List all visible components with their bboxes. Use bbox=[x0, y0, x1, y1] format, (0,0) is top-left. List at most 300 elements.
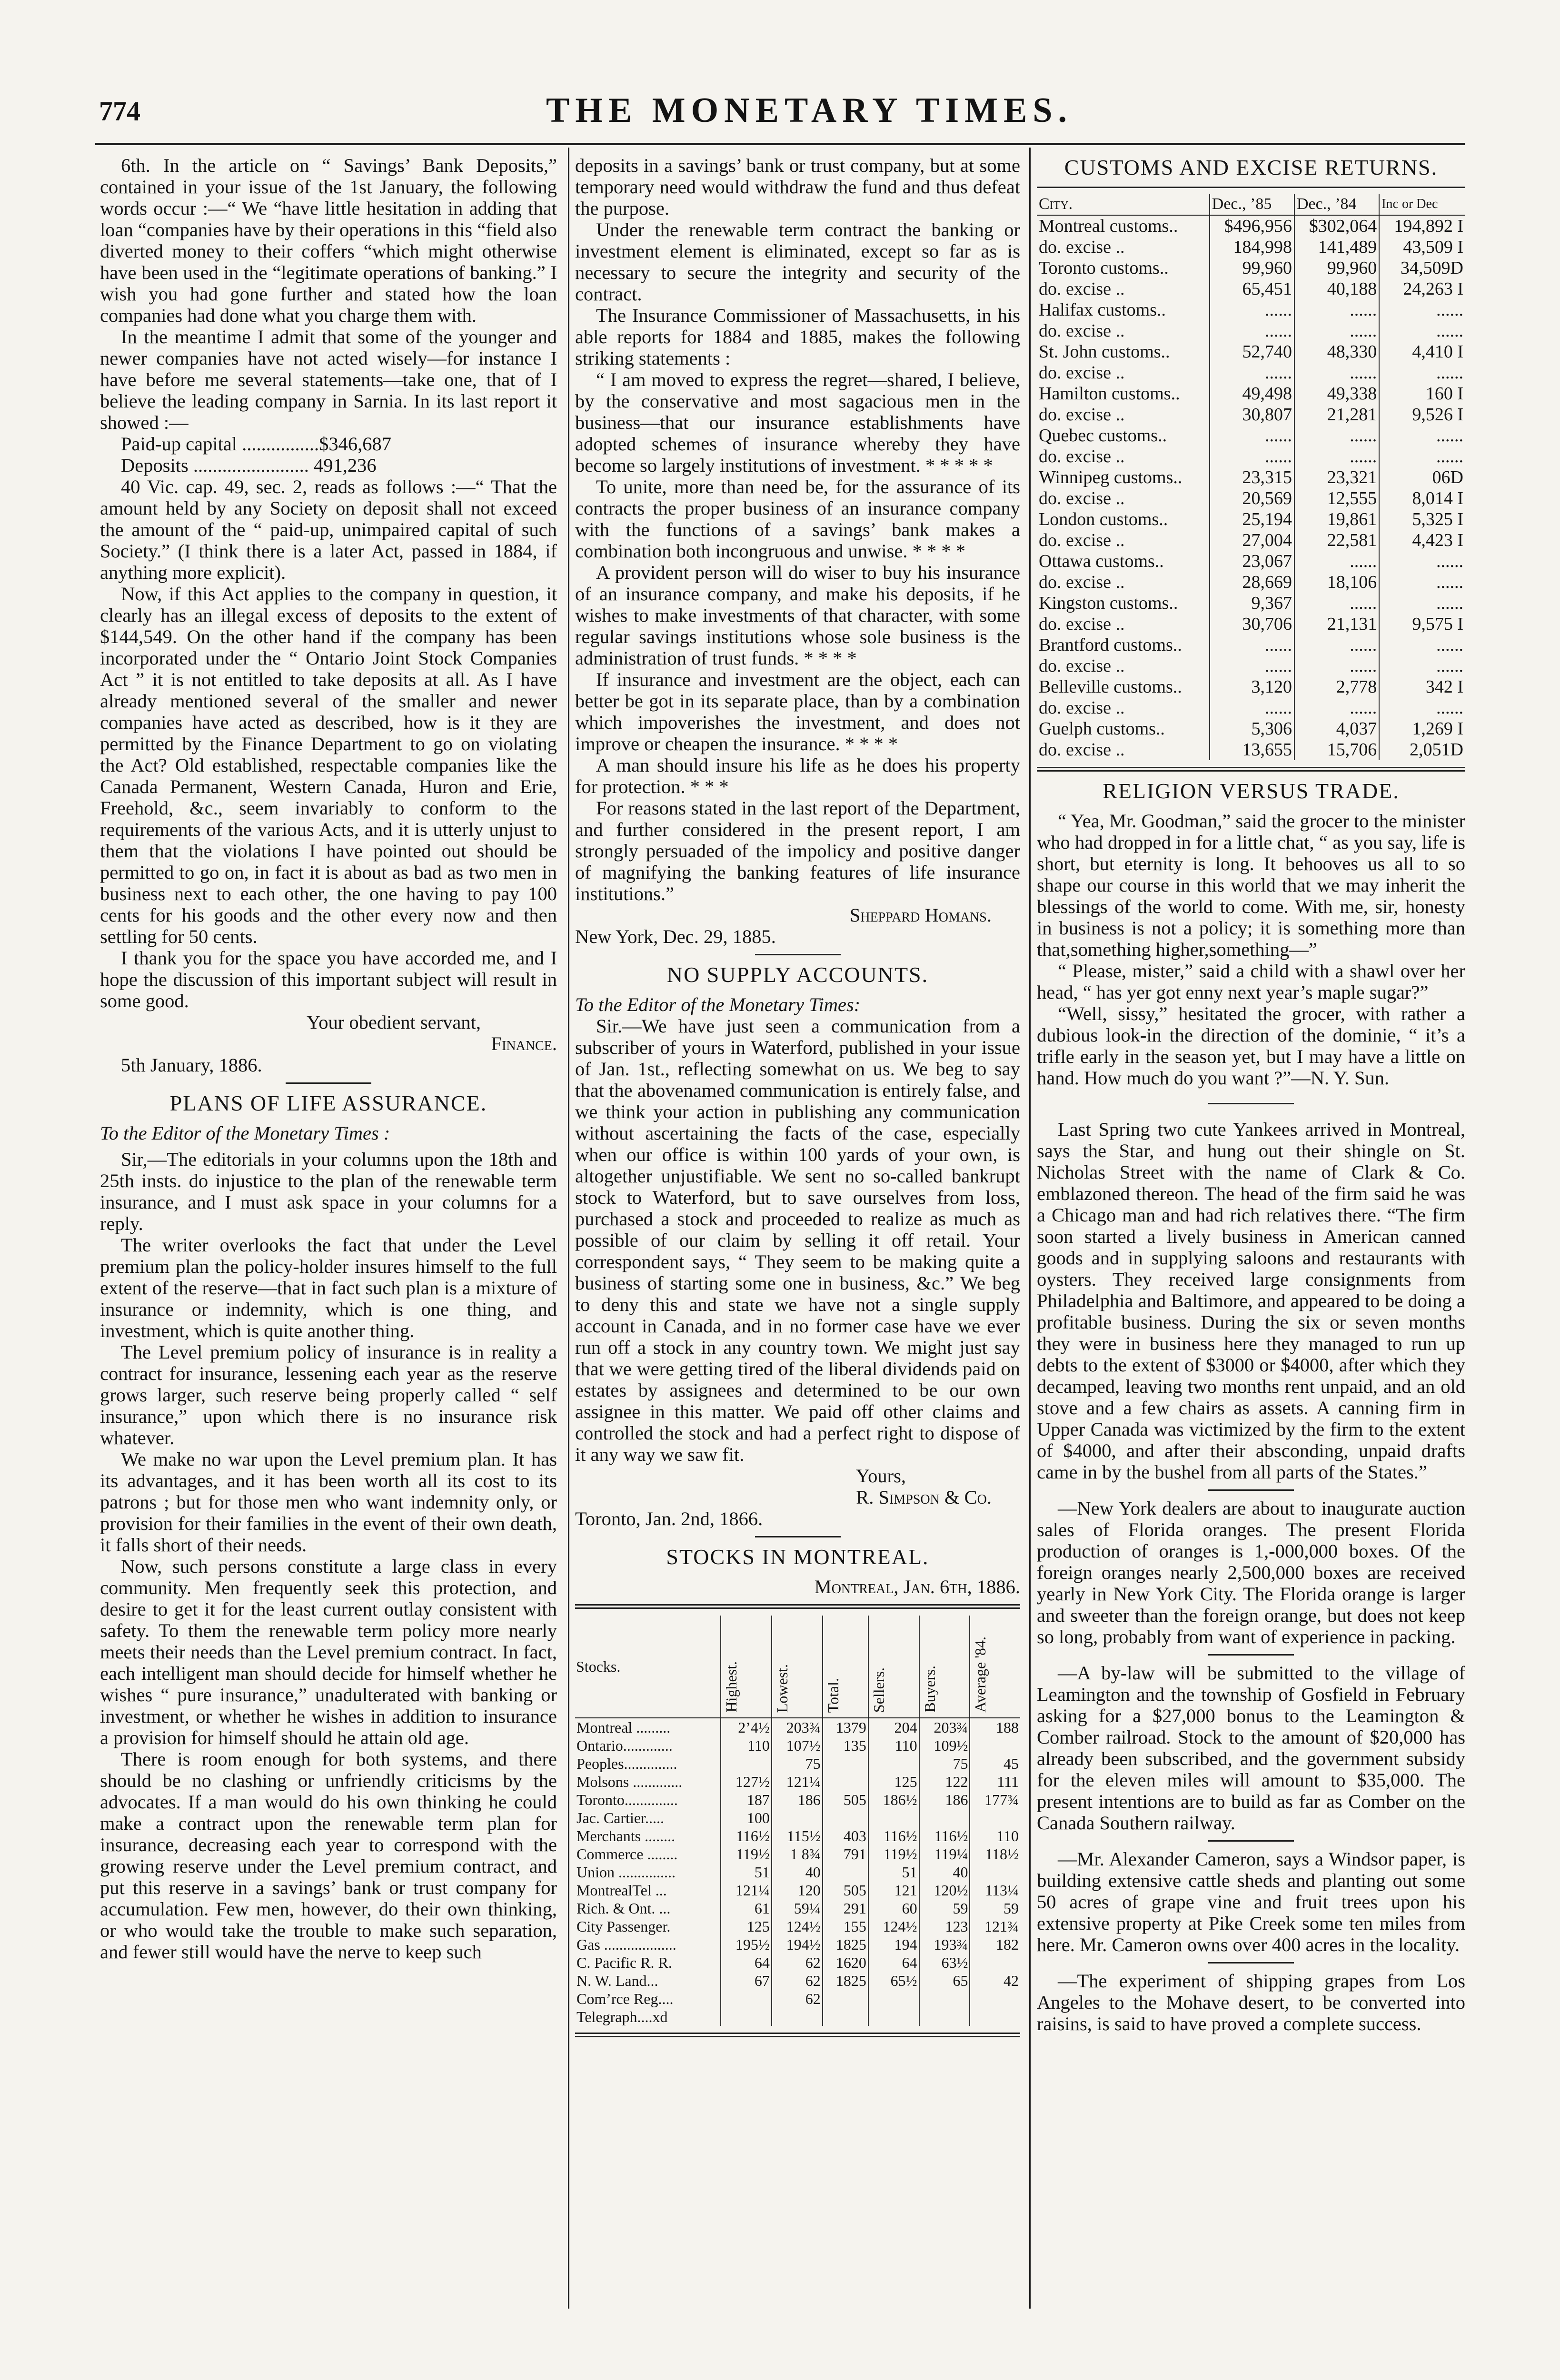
stocks-row bbox=[575, 1972, 1020, 1990]
stocks-header-cell bbox=[772, 1616, 823, 1718]
customs-value-cell: 23,315 bbox=[1210, 467, 1294, 488]
customs-row bbox=[1037, 697, 1465, 718]
editor-salutation: To the Editor of the Monetary Times : bbox=[100, 1122, 390, 1144]
customs-value-cell: ...... bbox=[1379, 551, 1465, 572]
stock-value-cell: 59¼ bbox=[772, 1899, 823, 1917]
stock-value-cell: 51 bbox=[721, 1863, 772, 1881]
stocks-row bbox=[575, 1881, 1020, 1899]
customs-row bbox=[1037, 614, 1465, 635]
finance-letter-paragraph: I thank you for the space you have accorded me, and I hope the discussion of this important subject will result in some good. bbox=[100, 947, 557, 1012]
customs-value-cell: 5,306 bbox=[1210, 718, 1294, 739]
stock-value-cell: 45 bbox=[970, 1755, 1020, 1773]
customs-city-cell: Quebec customs.. bbox=[1039, 426, 1167, 446]
customs-city-cell: do. excise .. bbox=[1039, 279, 1125, 299]
stock-value-cell bbox=[970, 1809, 1020, 1827]
section-rule bbox=[1208, 1489, 1294, 1491]
customs-table-body bbox=[1037, 215, 1465, 760]
customs-value-cell: 9,526 I bbox=[1379, 404, 1465, 425]
table-rule bbox=[1037, 187, 1465, 188]
customs-value-cell: 4,423 I bbox=[1379, 530, 1465, 551]
customs-value-cell: 65,451 bbox=[1210, 278, 1294, 299]
column-divider-2 bbox=[1029, 148, 1031, 2309]
stock-name-cell: N. W. Land... bbox=[576, 1972, 658, 1989]
quote-paragraph: A man should insure his life as he does his property for protection. * * * bbox=[575, 754, 1020, 797]
customs-value-cell: 1,269 I bbox=[1379, 718, 1465, 739]
stock-value-cell: 182 bbox=[970, 1935, 1020, 1954]
customs-row bbox=[1037, 676, 1465, 697]
stock-value-cell: 186 bbox=[919, 1791, 970, 1809]
assurance-paragraph: The Insurance Commissioner of Massachusetts, in his able reports for 1884 and 1885, makes the following striking statements : bbox=[575, 305, 1020, 369]
customs-city-cell: Kingston customs.. bbox=[1039, 593, 1178, 613]
stock-value-cell bbox=[823, 1755, 868, 1773]
stocks-row bbox=[575, 1773, 1020, 1791]
stocks-header-cell bbox=[823, 1616, 868, 1718]
stock-value-cell: 135 bbox=[823, 1736, 868, 1755]
stock-value-cell: 64 bbox=[868, 1954, 919, 1972]
stock-value-cell: 193¾ bbox=[919, 1935, 970, 1954]
stock-value-cell: 109½ bbox=[919, 1736, 970, 1755]
stock-value-cell: 121¾ bbox=[970, 1917, 1020, 1935]
customs-value-cell: ...... bbox=[1294, 320, 1379, 341]
stocks-header-label: Highest. bbox=[723, 1661, 740, 1713]
paid-up-capital-line: Paid-up capital ................$346,687 bbox=[121, 433, 392, 455]
stock-name-cell: C. Pacific R. R. bbox=[576, 1954, 672, 1971]
stock-value-cell: 177¾ bbox=[970, 1791, 1020, 1809]
customs-value-cell: ...... bbox=[1379, 655, 1465, 676]
stock-value-cell bbox=[823, 1863, 868, 1881]
customs-value-cell: ...... bbox=[1294, 593, 1379, 614]
stock-value-cell: 2’4½ bbox=[721, 1718, 772, 1736]
stocks-header-cell bbox=[575, 1616, 721, 1718]
customs-city-cell: do. excise .. bbox=[1039, 363, 1125, 383]
stock-value-cell: 119¼ bbox=[919, 1845, 970, 1863]
stocks-header-label: Total. bbox=[824, 1677, 842, 1713]
section-heading: PLANS OF LIFE ASSURANCE. bbox=[169, 1091, 487, 1115]
stocks-header-label: Sellers. bbox=[870, 1667, 887, 1713]
customs-value-cell: ...... bbox=[1379, 593, 1465, 614]
stock-value-cell: 194 bbox=[868, 1935, 919, 1954]
stock-value-cell: 121 bbox=[868, 1881, 919, 1899]
customs-value-cell: 12,555 bbox=[1294, 488, 1379, 509]
stock-value-cell bbox=[970, 1954, 1020, 1972]
stock-value-cell: 124½ bbox=[772, 1917, 823, 1935]
stock-value-cell: 121¼ bbox=[772, 1773, 823, 1791]
stocks-header-label: Stocks. bbox=[576, 1658, 621, 1675]
customs-value-cell: 184,998 bbox=[1210, 237, 1294, 258]
stocks-date: Montreal, Jan. 6th, 1886. bbox=[814, 1576, 1020, 1597]
stock-value-cell bbox=[721, 1990, 772, 2008]
customs-value-cell: 99,960 bbox=[1294, 258, 1379, 278]
stocks-header-cell bbox=[919, 1616, 970, 1718]
stock-value-cell: 113¼ bbox=[970, 1881, 1020, 1899]
stock-value-cell: 186½ bbox=[868, 1791, 919, 1809]
signature: Sheppard Homans. bbox=[849, 904, 992, 926]
customs-row bbox=[1037, 425, 1465, 446]
stock-value-cell: 187 bbox=[721, 1791, 772, 1809]
customs-city-cell: Belleville customs.. bbox=[1039, 677, 1182, 697]
customs-value-cell: ...... bbox=[1210, 299, 1294, 320]
stock-name-cell: Gas ................... bbox=[576, 1936, 676, 1953]
stock-value-cell bbox=[772, 2008, 823, 2026]
deposits-line: Deposits ........................ 491,236 bbox=[121, 455, 377, 476]
assurance-paragraph: We make no war upon the Level premium plan. It has its advantages, and it has been worth all its cost to its patrons ; but for those men who want indemnity only, or provision for their families in the event of their own death, it falls short of their needs. bbox=[100, 1448, 557, 1556]
customs-value-cell: 25,194 bbox=[1210, 509, 1294, 530]
stock-name-cell: Commerce ........ bbox=[576, 1845, 678, 1863]
column-3 bbox=[1037, 155, 1465, 2034]
customs-row bbox=[1037, 467, 1465, 488]
stocks-row bbox=[575, 1954, 1020, 1972]
customs-city-cell: do. excise .. bbox=[1039, 698, 1125, 718]
stock-value-cell: 111 bbox=[970, 1773, 1020, 1791]
masthead-title: THE MONETARY TIMES. bbox=[546, 91, 1073, 130]
table-rule bbox=[575, 2033, 1020, 2037]
stocks-row bbox=[575, 1990, 1020, 2008]
customs-value-cell: 9,367 bbox=[1210, 593, 1294, 614]
stocks-table bbox=[575, 1616, 1020, 2026]
section-rule bbox=[1208, 1962, 1294, 1964]
news-item: —New York dealers are about to inaugurate auction sales of Florida oranges. The present Florida production of oranges is 1,-000,000 boxes. Of the foreign oranges nearly 2,500,000 boxes are received yearly in New York City. The Florida orange is larger and sweeter than the foreign orange, but does not keep so long, probably from want of experience in packing. bbox=[1037, 1497, 1465, 1647]
customs-value-cell: 52,740 bbox=[1210, 341, 1294, 362]
customs-value-cell: 30,706 bbox=[1210, 614, 1294, 635]
customs-value-cell: ...... bbox=[1294, 299, 1379, 320]
section-rule bbox=[1208, 1840, 1294, 1842]
stock-value-cell bbox=[868, 1990, 919, 2008]
stock-value-cell: 505 bbox=[823, 1881, 868, 1899]
section-heading: NO SUPPLY ACCOUNTS. bbox=[666, 962, 929, 987]
stock-name-cell: Peoples.............. bbox=[576, 1755, 677, 1772]
stock-value-cell bbox=[970, 1863, 1020, 1881]
column-1 bbox=[100, 155, 557, 1963]
stocks-row bbox=[575, 1845, 1020, 1863]
stock-value-cell: 119½ bbox=[721, 1845, 772, 1863]
finance-letter-paragraph: In the meantime I admit that some of the younger and newer companies have not acted wisely—for instance I have before me several statements—take one, that of I believe the leading company in Sarnia. In its last report it showed :— bbox=[100, 326, 557, 433]
stock-value-cell: 195½ bbox=[721, 1935, 772, 1954]
customs-row bbox=[1037, 341, 1465, 362]
stock-value-cell: 42 bbox=[970, 1972, 1020, 1990]
customs-value-cell: ...... bbox=[1379, 425, 1465, 446]
customs-value-cell: 2,778 bbox=[1294, 676, 1379, 697]
stock-value-cell bbox=[868, 2008, 919, 2026]
stock-value-cell: 1 8¾ bbox=[772, 1845, 823, 1863]
stocks-row bbox=[575, 1899, 1020, 1917]
customs-value-cell: 43,509 I bbox=[1379, 237, 1465, 258]
stock-value-cell: 62 bbox=[772, 1954, 823, 1972]
section-heading: STOCKS IN MONTREAL. bbox=[666, 1545, 929, 1569]
customs-value-cell: ...... bbox=[1210, 635, 1294, 655]
customs-value-cell: 342 I bbox=[1379, 676, 1465, 697]
customs-value-cell: 141,489 bbox=[1294, 237, 1379, 258]
customs-value-cell: 194,892 I bbox=[1379, 215, 1465, 237]
customs-row bbox=[1037, 320, 1465, 341]
quote-paragraph: A provident person will do wiser to buy his insurance of an insurance company, and make his deposits, if he wishes to make investments of that character, with some regular savings institutions whose sole business is the administration of trust funds. * * * * bbox=[575, 562, 1020, 669]
finance-letter-paragraph: 40 Vic. cap. 49, sec. 2, reads as follows :—“ That the amount held by any Society on deposit shall not exceed the amount of the “ paid-up, unimpaired capital of such Society.” (I think there is a later Act, passed in 1884, if anything more explicit). bbox=[100, 476, 557, 583]
letter-date: New York, Dec. 29, 1885. bbox=[575, 926, 776, 947]
customs-city-cell: do. excise .. bbox=[1039, 740, 1125, 760]
section-rule bbox=[286, 1082, 371, 1084]
page-number: 774 bbox=[99, 96, 140, 127]
stock-value-cell: 121¼ bbox=[721, 1881, 772, 1899]
stocks-header-label: Buyers. bbox=[921, 1666, 938, 1713]
stock-value-cell bbox=[721, 1755, 772, 1773]
stock-value-cell: 67 bbox=[721, 1972, 772, 1990]
customs-value-cell: ...... bbox=[1294, 425, 1379, 446]
stock-value-cell: 204 bbox=[868, 1718, 919, 1736]
stock-value-cell: 505 bbox=[823, 1791, 868, 1809]
editor-salutation: To the Editor of the Monetary Times: bbox=[575, 994, 861, 1015]
customs-city-cell: do. excise .. bbox=[1039, 237, 1125, 257]
stock-value-cell: 110 bbox=[970, 1827, 1020, 1845]
customs-value-cell: 5,325 I bbox=[1379, 509, 1465, 530]
customs-value-cell: ...... bbox=[1379, 320, 1465, 341]
stocks-header-row bbox=[575, 1616, 1020, 1718]
stock-value-cell: 186 bbox=[772, 1791, 823, 1809]
assurance-paragraph: Now, such persons constitute a large class in every community. Men frequently seek this protection, and desire to get it for the least current outlay consistent with safety. To them the renewable term policy more nearly meets their needs than the Level premium contract. In fact, each intelligent man should decide for himself whether he wishes “ pure insurance,” unadulterated with banking or investment, or whether he wishes in addition to insurance a provision for himself should he attain old age. bbox=[100, 1556, 557, 1748]
quote-paragraph: For reasons stated in the last report of the Department, and further considered in the present report, I am strongly persuaded of the impolicy and positive danger of magnifying the banking features of life insurance institutions.” bbox=[575, 797, 1020, 904]
stock-value-cell: 155 bbox=[823, 1917, 868, 1935]
stock-value-cell bbox=[868, 1809, 919, 1827]
customs-row bbox=[1037, 362, 1465, 383]
customs-value-cell: $496,956 bbox=[1210, 215, 1294, 237]
customs-city-cell: Brantford customs.. bbox=[1039, 635, 1182, 655]
stock-value-cell: 127½ bbox=[721, 1773, 772, 1791]
customs-value-cell: 3,120 bbox=[1210, 676, 1294, 697]
customs-table bbox=[1037, 194, 1465, 760]
stock-value-cell: 403 bbox=[823, 1827, 868, 1845]
stock-name-cell: Com’rce Reg.... bbox=[576, 1990, 674, 2007]
customs-city-cell: Hamilton customs.. bbox=[1039, 384, 1180, 404]
customs-city-cell: Halifax customs.. bbox=[1039, 300, 1166, 320]
stock-value-cell: 60 bbox=[868, 1899, 919, 1917]
customs-value-cell: ...... bbox=[1294, 446, 1379, 467]
quote-paragraph: “ I am moved to express the regret—shared, I believe, by the conservative and most sagacious men in the business—that our insurance establishments have adopted schemes of insurance whereby they have become so largely institutions of investment. * * * * * bbox=[575, 369, 1020, 476]
customs-value-cell: 99,960 bbox=[1210, 258, 1294, 278]
customs-header-cell: City. bbox=[1037, 194, 1210, 215]
assurance-paragraph: The writer overlooks the fact that under the Level premium plan the policy-holder insures himself to the full extent of the reserve—that in fact such plan is a mixture of insurance or indemnity, which is one thing, and investment, which is quite another thing. bbox=[100, 1234, 557, 1341]
customs-value-cell: 23,067 bbox=[1210, 551, 1294, 572]
stocks-header-label: Lowest. bbox=[773, 1664, 791, 1713]
customs-row bbox=[1037, 383, 1465, 404]
customs-city-cell: St. John customs.. bbox=[1039, 342, 1170, 362]
section-heading: RELIGION VERSUS TRADE. bbox=[1103, 779, 1400, 803]
closing-line: Your obedient servant, bbox=[307, 1012, 481, 1033]
stock-value-cell: 194½ bbox=[772, 1935, 823, 1954]
customs-value-cell: 20,569 bbox=[1210, 488, 1294, 509]
table-rule bbox=[1037, 767, 1465, 772]
customs-value-cell: ...... bbox=[1294, 655, 1379, 676]
customs-header-cell: Inc or Dec bbox=[1379, 194, 1465, 215]
stock-value-cell: 65½ bbox=[868, 1972, 919, 1990]
stock-value-cell bbox=[970, 2008, 1020, 2026]
news-item: —A by-law will be submitted to the village of Leamington and the township of Gosfield in February asking for a $27,000 bonus to the Leamington & Comber railroad. Stock to the amount of $20,000 has already been subscribed, and the government subsidy for the eleven miles will amount to $35,000. The present intentions are to build as far as Comber on the Canada Southern railway. bbox=[1037, 1662, 1465, 1834]
column-2 bbox=[575, 155, 1020, 2044]
customs-city-cell: Toronto customs.. bbox=[1039, 258, 1169, 278]
customs-value-cell: ...... bbox=[1294, 697, 1379, 718]
customs-city-cell: Ottawa customs.. bbox=[1039, 551, 1164, 571]
customs-value-cell: 13,655 bbox=[1210, 739, 1294, 760]
customs-value-cell: 24,263 I bbox=[1379, 278, 1465, 299]
assurance-continued: deposits in a savings’ bank or trust company, but at some temporary need would withdraw the fund and thus defeat the purpose. bbox=[575, 155, 1020, 219]
customs-row bbox=[1037, 404, 1465, 425]
assurance-paragraph: Sir,—The editorials in your columns upon the 18th and 25th insts. do injustice to the plan of the renewable term insurance, and I must ask space in your columns for a reply. bbox=[100, 1149, 557, 1234]
stock-value-cell: 116½ bbox=[868, 1827, 919, 1845]
customs-city-cell: Guelph customs.. bbox=[1039, 719, 1165, 739]
stock-value-cell bbox=[919, 2008, 970, 2026]
stock-value-cell: 123 bbox=[919, 1917, 970, 1935]
stock-value-cell: 115½ bbox=[772, 1827, 823, 1845]
customs-row bbox=[1037, 572, 1465, 593]
customs-value-cell: 27,004 bbox=[1210, 530, 1294, 551]
letter-date: 5th January, 1886. bbox=[121, 1054, 262, 1076]
customs-row bbox=[1037, 551, 1465, 572]
customs-city-cell: do. excise .. bbox=[1039, 656, 1125, 676]
customs-value-cell: ...... bbox=[1210, 697, 1294, 718]
section-rule bbox=[1208, 1654, 1294, 1656]
stock-value-cell: 203¾ bbox=[919, 1718, 970, 1736]
stock-value-cell bbox=[970, 1736, 1020, 1755]
customs-city-cell: do. excise .. bbox=[1039, 530, 1125, 550]
customs-value-cell: 23,321 bbox=[1294, 467, 1379, 488]
stock-value-cell: 40 bbox=[919, 1863, 970, 1881]
stock-value-cell: 122 bbox=[919, 1773, 970, 1791]
customs-value-cell: ...... bbox=[1210, 655, 1294, 676]
stocks-row bbox=[575, 2008, 1020, 2026]
signature: Finance. bbox=[491, 1033, 557, 1054]
stock-value-cell: 63½ bbox=[919, 1954, 970, 1972]
stocks-row bbox=[575, 1917, 1020, 1935]
customs-value-cell: 34,509D bbox=[1379, 258, 1465, 278]
stock-value-cell bbox=[823, 1809, 868, 1827]
customs-city-cell: London customs.. bbox=[1039, 509, 1168, 529]
stock-value-cell: 118½ bbox=[970, 1845, 1020, 1863]
stock-value-cell: 40 bbox=[772, 1863, 823, 1881]
stocks-row bbox=[575, 1827, 1020, 1845]
customs-value-cell: 49,338 bbox=[1294, 383, 1379, 404]
customs-value-cell: ...... bbox=[1294, 362, 1379, 383]
customs-value-cell: 21,281 bbox=[1294, 404, 1379, 425]
stock-value-cell: 188 bbox=[970, 1718, 1020, 1736]
stock-value-cell: 125 bbox=[868, 1773, 919, 1791]
customs-row bbox=[1037, 237, 1465, 258]
customs-value-cell: ...... bbox=[1379, 362, 1465, 383]
customs-value-cell: 8,014 I bbox=[1379, 488, 1465, 509]
letter-date: Toronto, Jan. 2nd, 1866. bbox=[575, 1508, 763, 1529]
assurance-paragraph: There is room enough for both systems, and there should be no clashing or unfriendly criticisms by the advocates. If a man would do his own thinking he could make a contract upon the renewable term plan for insurance, decreasing each year to correspond with the growing reserve under the Level premium contract, and put this reserve in a savings’ bank or trust company for accumulation. Few men, however, do their own thinking, or who would take the trouble to make such separation, and fewer still would have the nerve to keep such bbox=[100, 1748, 557, 1963]
stock-value-cell: 116½ bbox=[919, 1827, 970, 1845]
customs-row bbox=[1037, 635, 1465, 655]
stocks-header-cell bbox=[868, 1616, 919, 1718]
customs-city-cell: do. excise .. bbox=[1039, 614, 1125, 634]
stocks-row bbox=[575, 1791, 1020, 1809]
customs-row bbox=[1037, 509, 1465, 530]
customs-value-cell: 22,581 bbox=[1294, 530, 1379, 551]
stock-name-cell: MontrealTel ... bbox=[576, 1882, 667, 1899]
stock-value-cell: 791 bbox=[823, 1845, 868, 1863]
stock-value-cell bbox=[868, 1755, 919, 1773]
stock-value-cell: 120½ bbox=[919, 1881, 970, 1899]
stock-value-cell: 59 bbox=[919, 1899, 970, 1917]
section-rule bbox=[755, 1536, 841, 1537]
stock-name-cell: Molsons ............. bbox=[576, 1773, 683, 1790]
customs-value-cell: ...... bbox=[1379, 635, 1465, 655]
stock-value-cell: 64 bbox=[721, 1954, 772, 1972]
stock-value-cell bbox=[823, 1773, 868, 1791]
customs-row bbox=[1037, 718, 1465, 739]
stock-name-cell: Ontario............. bbox=[576, 1737, 673, 1754]
customs-value-cell: 18,106 bbox=[1294, 572, 1379, 593]
stock-value-cell: 110 bbox=[721, 1736, 772, 1755]
stocks-row bbox=[575, 1755, 1020, 1773]
customs-value-cell: 9,575 I bbox=[1379, 614, 1465, 635]
customs-city-cell: do. excise .. bbox=[1039, 488, 1125, 508]
customs-value-cell: ...... bbox=[1210, 446, 1294, 467]
customs-value-cell: 4,037 bbox=[1294, 718, 1379, 739]
stock-value-cell: 1825 bbox=[823, 1935, 868, 1954]
table-rule bbox=[575, 1604, 1020, 1609]
customs-city-cell: do. excise .. bbox=[1039, 321, 1125, 341]
finance-letter-paragraph: 6th. In the article on “ Savings’ Bank Deposits,” contained in your issue of the 1st January, the following words occur :—“ We “have little hesitation in adding that loan “companies have by their operations in this “field also diverted money to their coffers “which might otherwise have been used in the “legitimate operations of banking.” I wish you had gone further and stated how the loan companies had done what you charge them with. bbox=[100, 155, 557, 326]
customs-city-cell: Montreal customs.. bbox=[1039, 216, 1178, 236]
customs-row bbox=[1037, 593, 1465, 614]
stock-value-cell: 116½ bbox=[721, 1827, 772, 1845]
religion-paragraph: “ Yea, Mr. Goodman,” said the grocer to the minister who had dropped in for a little chat, “ as you say, life is short, but eternity is long. It behooves us all to so shape our course in this world that we may inherit the blessings of the world to come. With me, sir, honesty in business is not a policy; it is something more than that,something higher,something—” bbox=[1037, 810, 1465, 960]
stock-name-cell: Montreal ......... bbox=[576, 1719, 671, 1736]
stock-value-cell: 119½ bbox=[868, 1845, 919, 1863]
stock-value-cell: 1379 bbox=[823, 1718, 868, 1736]
customs-value-cell: 48,330 bbox=[1294, 341, 1379, 362]
section-rule bbox=[755, 954, 841, 955]
stocks-header-label: Average '84. bbox=[972, 1636, 989, 1713]
customs-row bbox=[1037, 299, 1465, 320]
stock-name-cell: Telegraph....xd bbox=[576, 2008, 668, 2025]
customs-city-cell: do. excise .. bbox=[1039, 446, 1125, 466]
customs-value-cell: 40,188 bbox=[1294, 278, 1379, 299]
customs-value-cell: 21,131 bbox=[1294, 614, 1379, 635]
supply-paragraph: Sir.—We have just seen a communication from a subscriber of yours in Waterford, published in your issue of Jan. 1st., reflecting somewhat on us. We beg to say that the abovenamed communication is entirely false, and we think your action in publishing any communication without ascertaining the facts of the case, especially when our office is within 100 yards of your own, is altogether unjustifiable. We sent no so-called bankrupt stock to Waterford, but to save ourselves from loss, purchased a stock and proceeded to realize as much as possible of our claim by selling it off retail. Your correspondent says, “ They seem to be making quite a business of starting some one in business, &c.” We beg to deny this and state we have not a single supply account in Canada, and in no former case have we ever run off a stock in any country town. We might just say that we were getting tired of the liberal dividends paid on estates by assignees and determined to be our own assignee in this matter. We paid off other claims and controlled the stock and had a perfect right to dispose of it any way we saw fit. bbox=[575, 1015, 1020, 1465]
stock-name-cell: Merchants ........ bbox=[576, 1827, 676, 1844]
stock-value-cell: 203¾ bbox=[772, 1718, 823, 1736]
assurance-paragraph: The Level premium policy of insurance is in reality a contract for insurance, lessening each year as the reserve grows larger, such reserve being properly called “ self insurance,” upon which there is no insurance risk whatever. bbox=[100, 1341, 557, 1448]
customs-value-cell: 15,706 bbox=[1294, 739, 1379, 760]
stock-value-cell: 107½ bbox=[772, 1736, 823, 1755]
customs-value-cell: 28,669 bbox=[1210, 572, 1294, 593]
stocks-row bbox=[575, 1718, 1020, 1736]
stocks-row bbox=[575, 1809, 1020, 1827]
quote-paragraph: If insurance and investment are the object, each can better be got in its separate place, than by a combination which impoverishes the investment, and does not improve or cheapen the insurance. * * * * bbox=[575, 669, 1020, 754]
stock-value-cell: 59 bbox=[970, 1899, 1020, 1917]
stock-value-cell bbox=[823, 2008, 868, 2026]
religion-paragraph: “Well, sissy,” hesitated the grocer, with rather a dubious look-in the direction of the dominie, “ it’s a trifle early in the season yet, but I may have a little on hand. How much do you want ?”—N. Y. Sun. bbox=[1037, 1003, 1465, 1089]
news-item: —The experiment of shipping grapes from Los Angeles to the Mohave desert, to be converted into raisins, is said to have proved a complete success. bbox=[1037, 1970, 1465, 2034]
customs-value-cell: ...... bbox=[1294, 551, 1379, 572]
stock-value-cell bbox=[772, 1809, 823, 1827]
customs-value-cell: ...... bbox=[1210, 425, 1294, 446]
customs-value-cell: 49,498 bbox=[1210, 383, 1294, 404]
stock-value-cell: 125 bbox=[721, 1917, 772, 1935]
section-heading: CUSTOMS AND EXCISE RETURNS. bbox=[1064, 155, 1438, 179]
customs-header-row bbox=[1037, 194, 1465, 215]
customs-value-cell: 06D bbox=[1379, 467, 1465, 488]
customs-row bbox=[1037, 655, 1465, 676]
stock-value-cell bbox=[970, 1990, 1020, 2008]
news-item: Last Spring two cute Yankees arrived in Montreal, says the Star, and hung out their shingle on St. Nicholas Street with the name of Clark & Co. emblazoned thereon. The head of the firm said he was a Chicago man and had rich relatives there. “The firm soon started a lively business in American canned goods and in supplying saloons and restaurants with oysters. They received large consignments from Philadelphia and Baltimore, and appeared to be doing a profitable business. During the six or seven months they were in business here they managed to run up debts to the extent of $3000 or $4000, after which they decamped, leaving two months rent unpaid, and an old stove and a few chairs as assets. A canning firm in Upper Canada was victimized by the firm to the extent of $4000, and after their absconding, unpaid drafts came in by the bushel from all parts of the States.” bbox=[1037, 1119, 1465, 1483]
closing-line: Yours, bbox=[855, 1465, 906, 1487]
stock-value-cell: 100 bbox=[721, 1809, 772, 1827]
customs-value-cell: 30,807 bbox=[1210, 404, 1294, 425]
stock-value-cell: 120 bbox=[772, 1881, 823, 1899]
customs-value-cell: ...... bbox=[1379, 572, 1465, 593]
customs-value-cell: 4,410 I bbox=[1379, 341, 1465, 362]
stock-value-cell: 110 bbox=[868, 1736, 919, 1755]
